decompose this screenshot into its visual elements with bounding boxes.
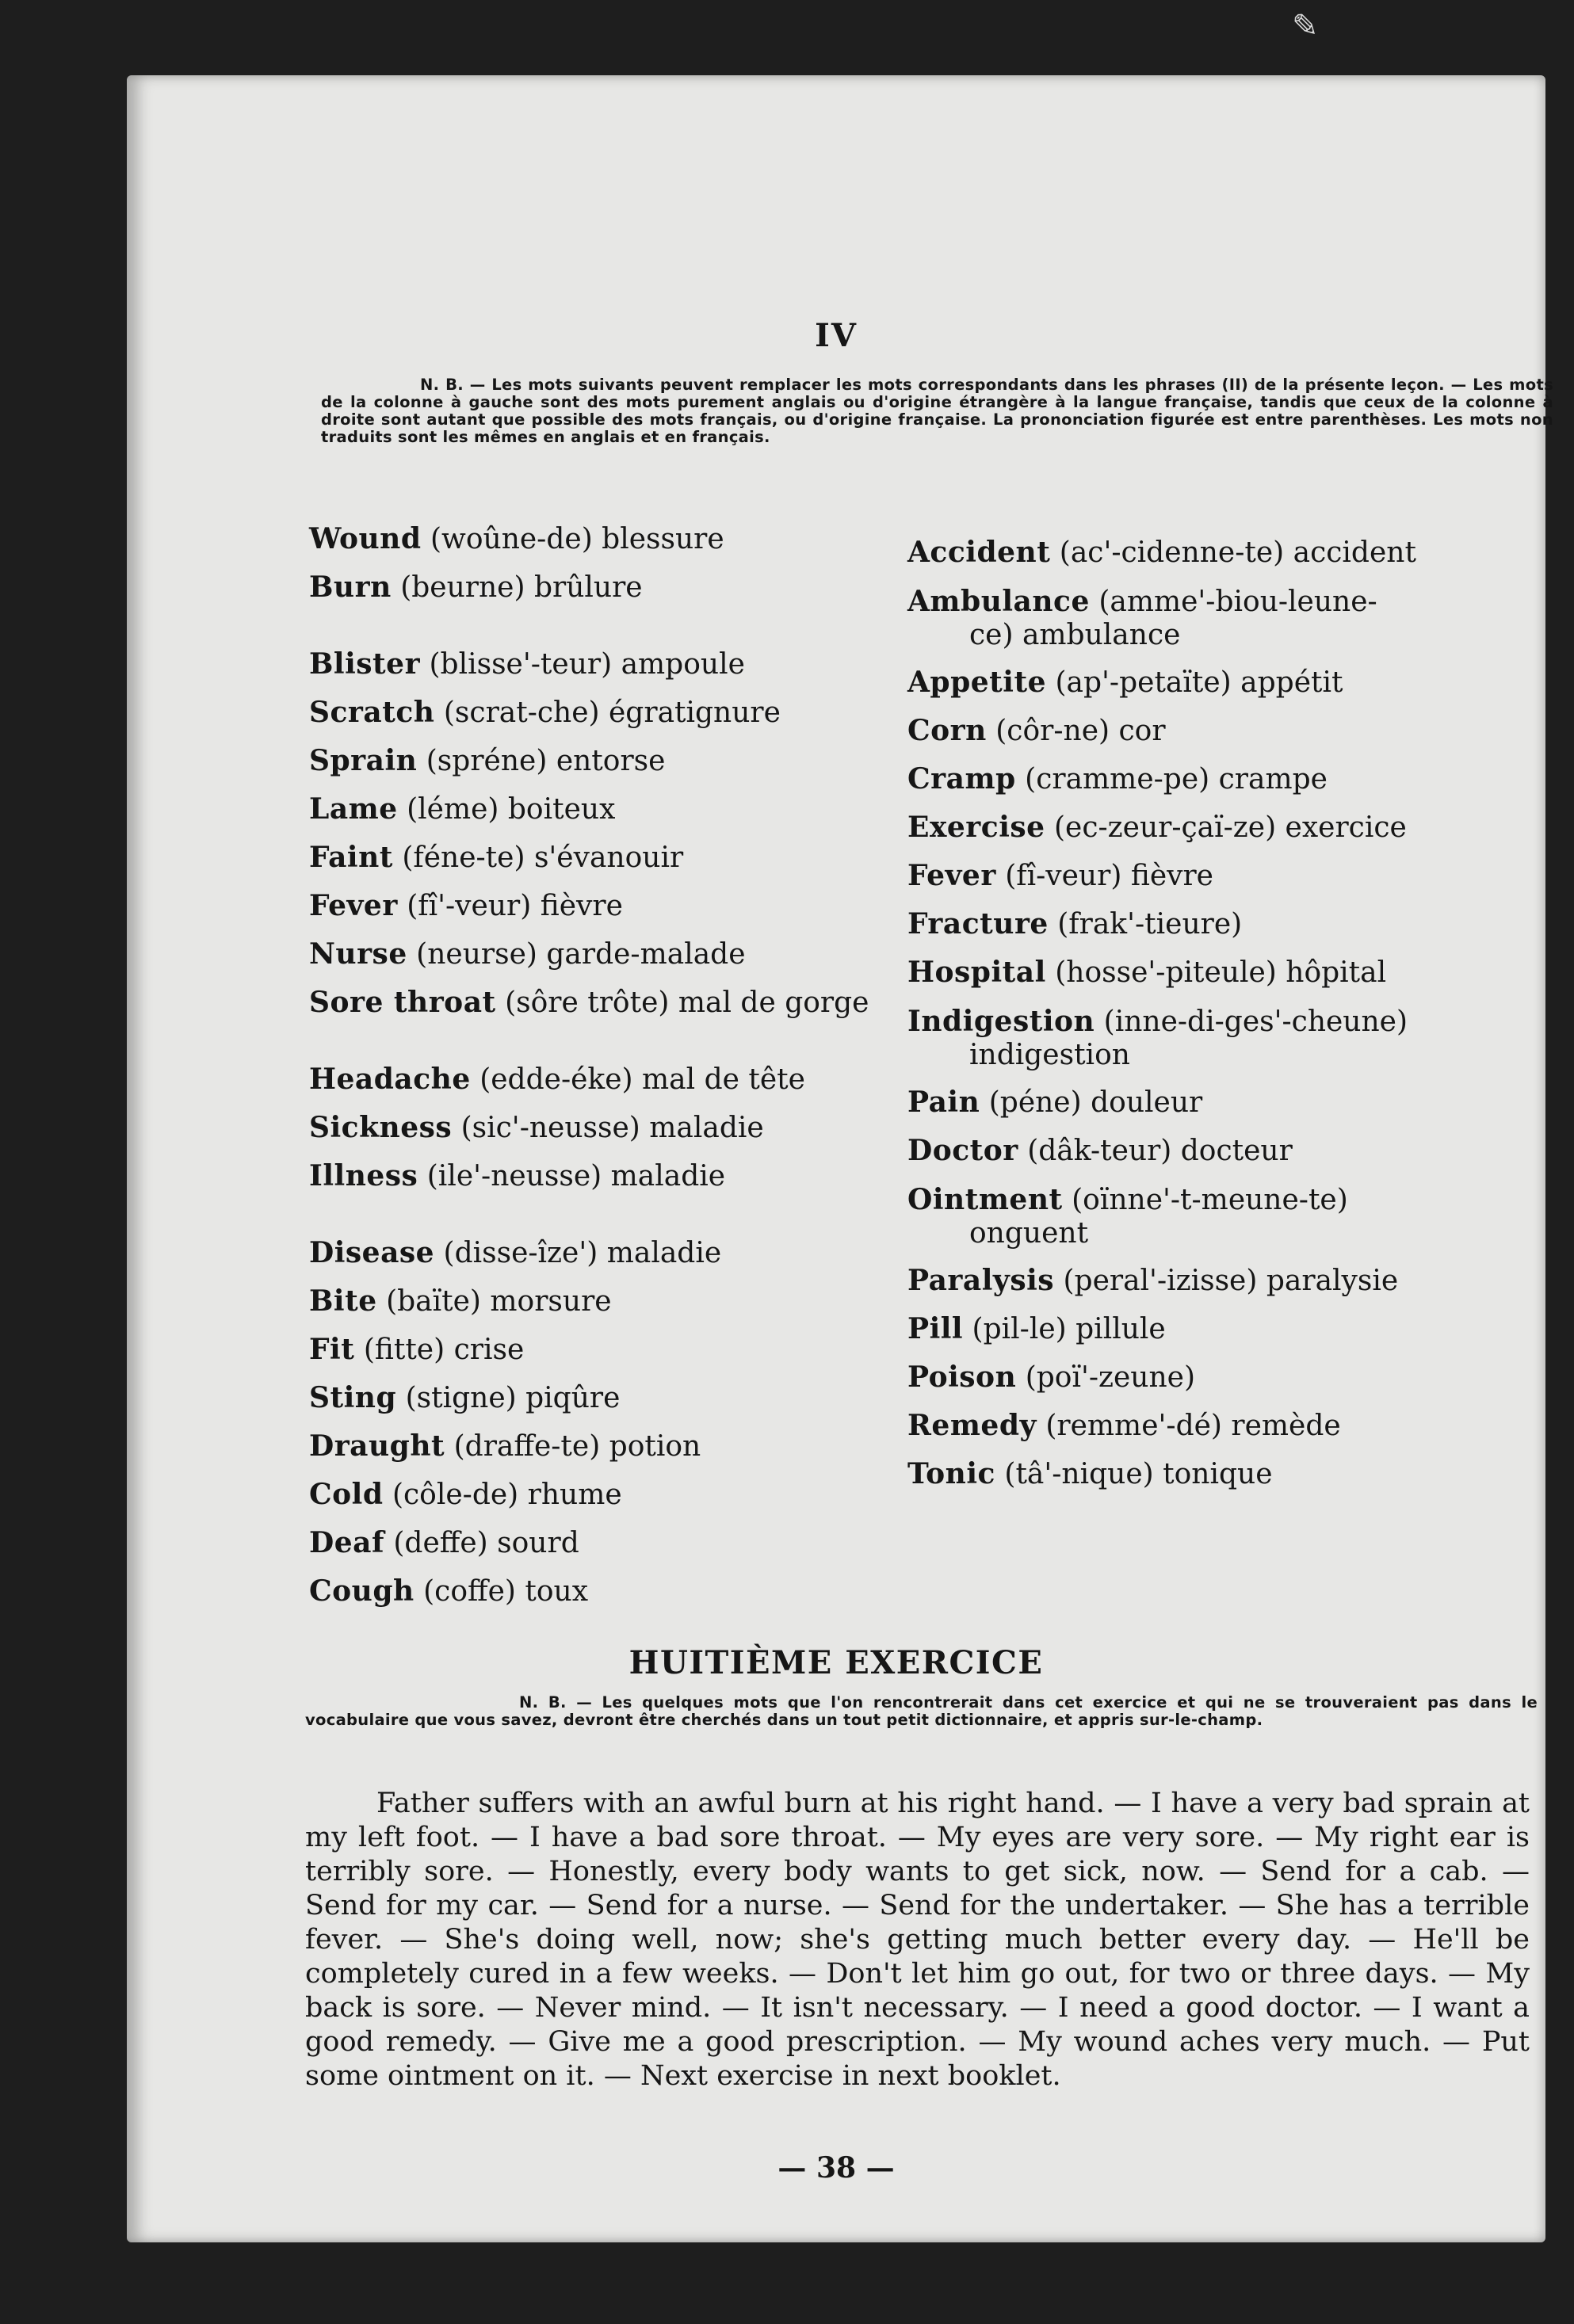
vocab-term: Pain xyxy=(907,1086,980,1119)
section-heading: IV xyxy=(815,317,858,354)
vocab-term: Tonic xyxy=(907,1457,995,1490)
vocab-entry xyxy=(907,1175,1553,1257)
vocab-pronunciation-translation: (disse-îze') maladie xyxy=(434,1237,722,1269)
vocab-pronunciation-translation: (ile'-neusse) maladie xyxy=(418,1160,726,1193)
vocab-term: Indigestion xyxy=(907,1005,1095,1038)
vocab-term: Deaf xyxy=(309,1526,384,1559)
book-page xyxy=(127,75,1553,2242)
exercise-title: HUITIÈME EXERCICE xyxy=(628,1644,1044,1681)
vocab-term: Faint xyxy=(309,841,393,874)
vocab-entry xyxy=(907,1402,1553,1450)
vocab-entry xyxy=(907,1078,1553,1127)
vocab-pronunciation-translation: (côle-de) rhume xyxy=(383,1479,622,1511)
vocab-pronunciation-translation: (peral'-izisse) paralysie xyxy=(1054,1265,1399,1297)
vocab-pronunciation-translation: (blisse'-teur) ampoule xyxy=(420,648,745,681)
vocab-entry xyxy=(907,658,1553,707)
vocab-entry xyxy=(309,1519,1022,1567)
vocab-pronunciation-translation: (coffe) toux xyxy=(414,1575,589,1608)
vocab-pronunciation-translation: (beurne) brûlure xyxy=(391,571,643,604)
vocab-term: Scratch xyxy=(309,696,435,729)
vocab-right-column xyxy=(907,529,1553,1498)
vocab-term: Fit xyxy=(309,1333,355,1366)
vocab-term: Pill xyxy=(907,1312,964,1345)
vocab-term: Accident xyxy=(907,536,1051,569)
vocab-pronunciation-translation: (edde-éke) mal de tête xyxy=(470,1063,805,1096)
vocab-term: Corn xyxy=(907,714,987,747)
vocab-pronunciation-translation: (ec-zeur-çaï-ze) exercice xyxy=(1045,811,1407,844)
vocab-term: Illness xyxy=(309,1159,418,1193)
vocab-pronunciation-translation: (féne-te) s'évanouir xyxy=(392,841,684,874)
vocab-pronunciation-translation: (fî'-veur) fièvre xyxy=(397,890,623,922)
vocab-pronunciation-translation: (côr-ne) cor xyxy=(986,715,1166,747)
vocab-pronunciation-translation: (woûne-de) blessure xyxy=(421,523,724,555)
note-top: N. B. — Les mots suivants peuvent remplacer les mots correspondants dans les phrases (II) de la présente leçon. — Les mots de la colonne à gauche sont des mots purement anglais ou d'origine étrangère à la langue française, tandis que ceux de la colonne à droite sont autant que possible des mots français, ou d'origine française. La prononciation figurée est entre parenthèses. Les mots non traduits sont les mêmes en anglais et en français. xyxy=(321,376,1553,446)
vocab-term: Ointment xyxy=(907,1183,1063,1216)
vocab-term: Sickness xyxy=(309,1111,453,1144)
vocab-term: Cold xyxy=(309,1478,384,1511)
vocab-pronunciation-translation: (frak'-tieure) xyxy=(1048,908,1243,941)
vocab-pronunciation-translation: (ap'-petaïte) appétit xyxy=(1046,666,1343,699)
vocab-term: Fracture xyxy=(907,907,1049,941)
vocab-entry xyxy=(309,1567,1022,1616)
vocab-continuation: ce) ambulance xyxy=(969,619,1181,651)
vocab-continuation: onguent xyxy=(969,1217,1089,1250)
vocab-pronunciation-translation: (fitte) crise xyxy=(354,1334,525,1366)
vocab-entry xyxy=(907,1450,1553,1498)
vocab-continuation: indigestion xyxy=(969,1039,1130,1071)
vocab-pronunciation-translation: (tâ'-nique) tonique xyxy=(995,1458,1273,1490)
vocab-term: Doctor xyxy=(907,1134,1018,1167)
vocab-term: Ambulance xyxy=(907,585,1090,618)
vocab-pronunciation-translation: (draffe-te) potion xyxy=(445,1430,701,1463)
vocab-pronunciation-translation: (remme'-dé) remède xyxy=(1036,1410,1341,1442)
vocab-term: Sore throat xyxy=(309,986,496,1019)
vocab-term: Nurse xyxy=(309,937,407,971)
vocab-pronunciation-translation: (léme) boiteux xyxy=(397,793,616,826)
vocab-term: Sting xyxy=(309,1381,397,1414)
vocab-term: Blister xyxy=(309,647,421,681)
vocab-entry xyxy=(907,852,1553,900)
vocab-pronunciation-translation: (fî-veur) fièvre xyxy=(995,860,1213,892)
vocab-entry xyxy=(907,1127,1553,1175)
vocab-pronunciation-translation: (pil-le) pillule xyxy=(963,1313,1166,1345)
vocab-pronunciation-translation: (oïnne'-t-meune-te) xyxy=(1062,1184,1348,1216)
vocab-term: Hospital xyxy=(907,956,1046,989)
vocab-pronunciation-translation: (sôre trôte) mal de gorge xyxy=(495,986,869,1019)
vocab-term: Burn xyxy=(309,571,392,604)
vocab-term: Bite xyxy=(309,1284,377,1318)
vocab-pronunciation-translation: (péne) douleur xyxy=(980,1086,1203,1119)
vocab-term: Appetite xyxy=(907,666,1047,699)
vocab-pronunciation-translation: (scrat-che) égratignure xyxy=(434,696,781,729)
vocab-pronunciation-translation: (amme'-biou-leune- xyxy=(1089,586,1377,618)
vocab-term: Lame xyxy=(309,792,398,826)
vocab-term: Poison xyxy=(907,1360,1017,1394)
vocab-entry xyxy=(907,997,1553,1078)
vocab-pronunciation-translation: (sic'-neusse) maladie xyxy=(452,1112,764,1144)
vocab-term: Paralysis xyxy=(907,1264,1055,1297)
vocab-term: Cough xyxy=(309,1574,415,1608)
vocab-term: Disease xyxy=(309,1236,435,1269)
vocab-entry xyxy=(907,529,1553,577)
vocab-pronunciation-translation: (deffe) sourd xyxy=(384,1527,579,1559)
corner-mark: ✎ xyxy=(1292,8,1319,44)
vocab-pronunciation-translation: (neurse) garde-malade xyxy=(407,938,746,971)
vocab-pronunciation-translation: (baïte) morsure xyxy=(376,1285,612,1318)
vocab-entry xyxy=(907,1305,1553,1353)
vocab-pronunciation-translation: (stigne) piqûre xyxy=(396,1382,621,1414)
vocab-term: Fever xyxy=(309,889,398,922)
vocab-term: Exercise xyxy=(907,811,1045,844)
vocab-term: Headache xyxy=(309,1063,471,1096)
vocab-entry xyxy=(907,900,1553,948)
vocab-entry xyxy=(907,707,1553,755)
vocab-entry xyxy=(907,803,1553,852)
vocab-entry xyxy=(907,948,1553,997)
vocab-pronunciation-translation: (spréne) entorse xyxy=(417,745,666,777)
note-bottom: N. B. — Les quelques mots que l'on rencontrerait dans cet exercice et qui ne se trouveraient pas dans le vocabulaire que vous savez, devront être cherchés dans un tout petit dictionnaire, et appris sur-le-champ. xyxy=(305,1693,1538,1729)
vocab-entry xyxy=(907,755,1553,803)
vocab-term: Cramp xyxy=(907,762,1016,796)
vocab-entry xyxy=(907,1257,1553,1305)
vocab-pronunciation-translation: (ac'-cidenne-te) accident xyxy=(1050,536,1416,569)
vocab-pronunciation-translation: (poï'-zeune) xyxy=(1016,1361,1196,1394)
vocab-term: Remedy xyxy=(907,1409,1037,1442)
vocab-entry xyxy=(907,577,1553,658)
vocab-pronunciation-translation: (dâk-teur) docteur xyxy=(1018,1135,1293,1167)
vocab-term: Draught xyxy=(309,1429,445,1463)
vocab-entry xyxy=(907,1353,1553,1402)
exercise-text: Father suffers with an awful burn at his right hand. — I have a very bad sprain at my left foot. — I have a bad sore throat. — My eyes are very sore. — My right ear is terribly sore. — Honestly, every body wants to get sick, now. — Send for a cab. — Send for my car. — Send for a nurse. — Send for the undertaker. — She has a terrible fever. — She's doing well, now; she's getting much better every day. — He'll be completely cured in a few weeks. — Don't let him go out, for two or three days. — My back is sore. — Never mind. — It isn't necessary. — I need a good doctor. — I want a good remedy. — Give me a good prescription. — My wound aches very much. — Put some ointment on it. — Next exercise in next booklet. xyxy=(305,1788,1530,2092)
vocab-term: Wound xyxy=(309,522,422,555)
page-number: — 38 — xyxy=(777,2151,895,2185)
vocab-term: Sprain xyxy=(309,744,418,777)
vocab-pronunciation-translation: (cramme-pe) crampe xyxy=(1015,763,1328,796)
vocab-term: Fever xyxy=(907,859,996,892)
vocab-pronunciation-translation: (inne-di-ges'-cheune) xyxy=(1095,1006,1408,1038)
vocab-pronunciation-translation: (hosse'-piteule) hôpital xyxy=(1045,956,1387,989)
